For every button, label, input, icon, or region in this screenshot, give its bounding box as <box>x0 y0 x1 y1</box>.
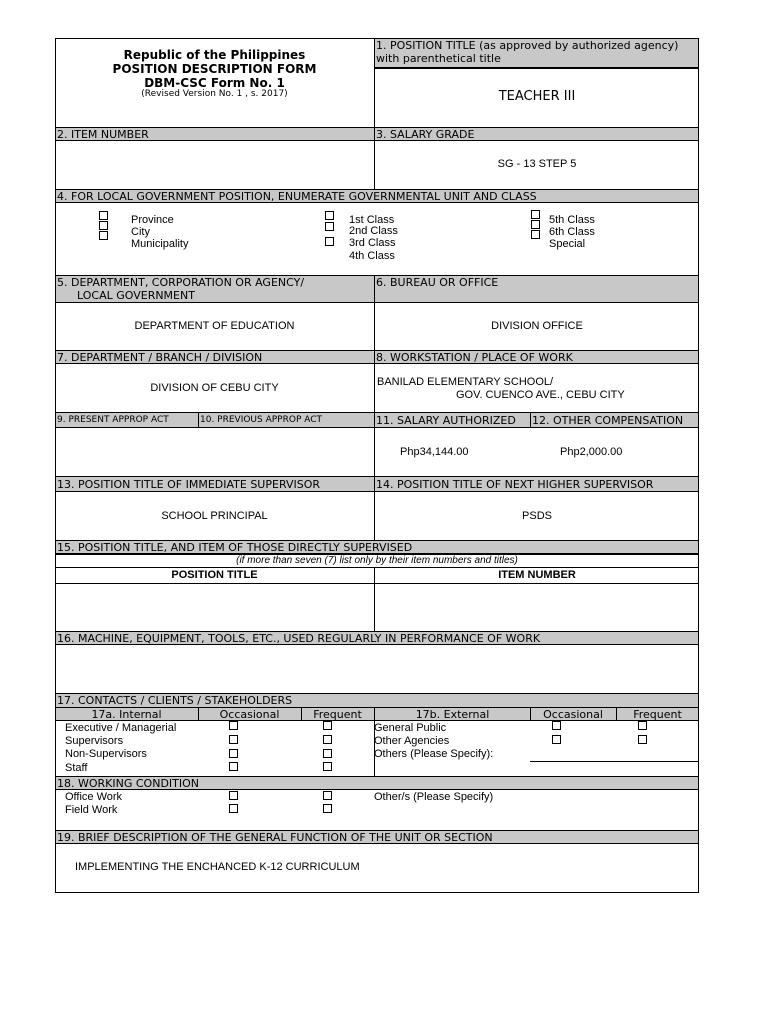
office-work-label: Office Work <box>65 791 123 803</box>
f19-label: 19. BRIEF DESCRIPTION OF THE GENERAL FUNCTION OF THE UNIT OR SECTION <box>57 831 493 844</box>
class-4th-label: 4th Class <box>349 250 395 262</box>
contact-executive-label: Executive / Managerial <box>65 722 177 734</box>
class-6th-label: 6th Class <box>549 226 595 238</box>
contact-staff-label: Staff <box>65 762 88 774</box>
bureau-value: DIVISION OFFICE <box>491 320 583 332</box>
class-special-checkbox[interactable] <box>531 230 540 239</box>
province-checkbox[interactable] <box>99 211 108 220</box>
f6-label: 6. BUREAU OR OFFICE <box>376 276 499 289</box>
f5-label-2: LOCAL GOVERNMENT <box>77 289 195 302</box>
department-value: DEPARTMENT OF EDUCATION <box>134 320 295 332</box>
city-checkbox[interactable] <box>99 221 108 230</box>
internal-frequent-header: Frequent <box>313 708 362 721</box>
staff-frequent-checkbox[interactable] <box>323 762 332 771</box>
f13-label: 13. POSITION TITLE OF IMMEDIATE SUPERVISOR <box>57 478 321 491</box>
form-revision: (Revised Version No. 1 , s. 2017) <box>141 89 288 99</box>
external-frequent-header: Frequent <box>633 708 682 721</box>
city-label: City <box>131 226 150 238</box>
contact-others-label: Others (Please Specify): <box>374 748 494 760</box>
class-special-label: Special <box>549 238 586 250</box>
supervisors-occasional-checkbox[interactable] <box>229 735 238 744</box>
item-number-column-header: ITEM NUMBER <box>498 569 576 581</box>
field-work-frequent-checkbox[interactable] <box>323 804 332 813</box>
position-title-column-header: POSITION TITLE <box>171 569 258 581</box>
f15-note: (if more than seven (7) list only by their item numbers and titles) <box>236 555 518 566</box>
f3-label: 3. SALARY GRADE <box>376 128 475 141</box>
other-agencies-occasional-checkbox[interactable] <box>552 735 561 744</box>
municipality-label: Municipality <box>131 238 189 250</box>
form-title: POSITION DESCRIPTION FORM <box>112 62 317 76</box>
class-3rd-checkbox[interactable] <box>325 237 334 246</box>
non-supervisors-occasional-checkbox[interactable] <box>229 749 238 758</box>
province-label: Province <box>131 214 174 226</box>
f2-label: 2. ITEM NUMBER <box>57 128 149 141</box>
f10-label: 10. PREVIOUS APPROP ACT <box>200 415 323 425</box>
class-6th-checkbox[interactable] <box>531 220 540 229</box>
division-value: DIVISION OF CEBU CITY <box>150 382 279 394</box>
office-work-frequent-checkbox[interactable] <box>323 791 332 800</box>
f7-label: 7. DEPARTMENT / BRANCH / DIVISION <box>57 351 263 364</box>
contact-supervisors-label: Supervisors <box>65 735 124 747</box>
f9-label: 9. PRESENT APPROP ACT <box>57 415 169 425</box>
class-1st-label: 1st Class <box>349 214 395 226</box>
executive-occasional-checkbox[interactable] <box>229 721 238 730</box>
contact-non-supervisors-label: Non-Supervisors <box>65 748 147 760</box>
f5-label: 5. DEPARTMENT, CORPORATION OR AGENCY/ <box>57 276 305 289</box>
external-occasional-header: Occasional <box>543 708 603 721</box>
position-title-value: TEACHER III <box>498 89 576 104</box>
f17-label: 17. CONTACTS / CLIENTS / STAKEHOLDERS <box>57 694 293 707</box>
republic-title: Republic of the Philippines <box>123 48 306 62</box>
contact-general-public-label: General Public <box>374 722 447 734</box>
executive-frequent-checkbox[interactable] <box>323 721 332 730</box>
general-public-frequent-checkbox[interactable] <box>638 721 647 730</box>
other-compensation-value: Php2,000.00 <box>560 446 623 458</box>
workstation-value: BANILAD ELEMENTARY SCHOOL/ <box>377 376 554 388</box>
f1-label: 1. POSITION TITLE (as approved by authorized agency) <box>376 39 679 52</box>
external-header: 17b. External <box>415 708 490 721</box>
next-higher-supervisor-value: PSDS <box>522 510 552 522</box>
salary-authorized-value: Php34,144.00 <box>400 446 469 458</box>
position-description-form <box>55 38 699 893</box>
municipality-checkbox[interactable] <box>99 231 108 240</box>
internal-header: 17a. Internal <box>91 708 162 721</box>
other-conditions-label: Other/s (Please Specify) <box>374 791 494 803</box>
staff-occasional-checkbox[interactable] <box>229 762 238 771</box>
f4-label: 4. FOR LOCAL GOVERNMENT POSITION, ENUMERATE GOVERNMENTAL UNIT AND CLASS <box>57 190 537 203</box>
f11-label: 11. SALARY AUTHORIZED <box>376 414 516 427</box>
form-number: DBM-CSC Form No. 1 <box>144 76 285 90</box>
field-work-label: Field Work <box>65 804 118 816</box>
f12-label: 12. OTHER COMPENSATION <box>532 414 684 427</box>
supervisors-frequent-checkbox[interactable] <box>323 735 332 744</box>
internal-occasional-header: Occasional <box>219 708 280 721</box>
contact-other-agencies-label: Other Agencies <box>374 735 450 747</box>
f16-label: 16. MACHINE, EQUIPMENT, TOOLS, ETC., USED REGULARLY IN PERFORMANCE OF WORK <box>57 632 541 645</box>
class-2nd-label: 2nd Class <box>349 225 398 237</box>
f8-label: 8. WORKSTATION / PLACE OF WORK <box>376 351 573 364</box>
f18-label: 18. WORKING CONDITION <box>57 777 200 790</box>
other-agencies-frequent-checkbox[interactable] <box>638 735 647 744</box>
general-public-occasional-checkbox[interactable] <box>552 721 561 730</box>
f15-label: 15. POSITION TITLE, AND ITEM OF THOSE DIRECTLY SUPERVISED <box>57 541 413 554</box>
class-2nd-checkbox[interactable] <box>325 222 334 231</box>
field-work-occasional-checkbox[interactable] <box>229 804 238 813</box>
class-5th-checkbox[interactable] <box>531 210 540 219</box>
workstation-value-2: GOV. CUENCO AVE., CEBU CITY <box>456 389 625 401</box>
salary-grade-value: SG - 13 STEP 5 <box>497 158 577 170</box>
f14-label: 14. POSITION TITLE OF NEXT HIGHER SUPERVISOR <box>376 478 654 491</box>
office-work-occasional-checkbox[interactable] <box>229 791 238 800</box>
immediate-supervisor-value: SCHOOL PRINCIPAL <box>161 510 268 522</box>
class-5th-label: 5th Class <box>549 214 595 226</box>
non-supervisors-frequent-checkbox[interactable] <box>323 749 332 758</box>
f1-label-2: with parenthetical title <box>376 52 501 65</box>
class-1st-checkbox[interactable] <box>325 211 334 220</box>
class-3rd-label: 3rd Class <box>349 237 396 249</box>
general-function-value: IMPLEMENTING THE ENCHANCED K-12 CURRICULUM <box>75 861 360 873</box>
